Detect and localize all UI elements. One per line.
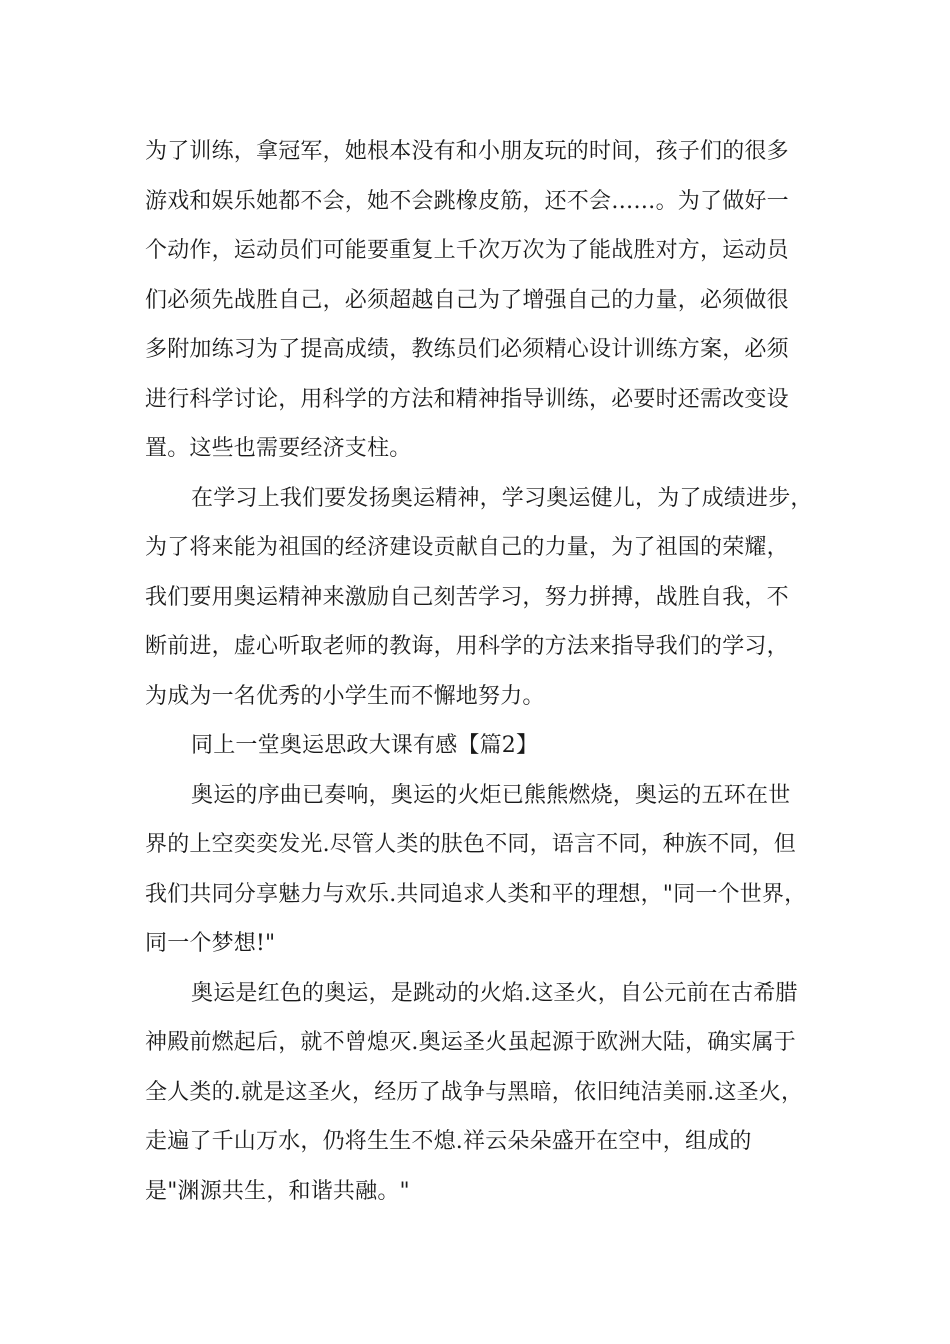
paragraph-line: 奥运是红色的奥运，是跳动的火焰.这圣火，自公元前在古希腊 (191, 980, 798, 1006)
paragraph-line: 我们共同分享魅力与欢乐.共同追求人类和平的理想，"同一个世界， (145, 881, 807, 907)
paragraph-line: 个动作，运动员们可能要重复上千次万次为了能战胜对方，运动员 (145, 238, 789, 263)
paragraph-line: 全人类的.就是这圣火，经历了战争与黑暗，依旧纯洁美丽.这圣火， (145, 1079, 804, 1105)
paragraph-line: 进行科学讨论，用科学的方法和精神指导训练，必要时还需改变设 (145, 386, 789, 412)
section-heading: 同上一堂奥运思政大课有感【篇2】 (191, 733, 539, 758)
paragraph-line: 为了训练，拿冠军，她根本没有和小朋友玩的时间，孩子们的很多 (145, 139, 789, 164)
paragraph-line: 神殿前燃起后，就不曾熄灭.奥运圣火虽起源于欧洲大陆，确实属于 (145, 1030, 796, 1055)
paragraph-line: 游戏和娱乐她都不会，她不会跳橡皮筋，还不会……。为了做好一 (145, 188, 789, 214)
paragraph-line: 置。这些也需要经济支柱。 (145, 436, 412, 461)
paragraph-line: 同一个梦想!" (145, 931, 276, 956)
paragraph-line: 为成为一名优秀的小学生而不懈地努力。 (145, 683, 545, 709)
paragraph-line: 是"渊源共生，和谐共融。" (145, 1178, 410, 1204)
paragraph-line: 为了将来能为祖国的经济建设贡献自己的力量，为了祖国的荣耀， (145, 535, 789, 560)
paragraph-line: 们必须先战胜自己，必须超越自己为了增强自己的力量，必须做很 (145, 287, 789, 313)
paragraph-line: 走遍了千山万水，仍将生生不熄.祥云朵朵盛开在空中，组成的 (145, 1129, 752, 1154)
paragraph-line: 奥运的序曲已奏响，奥运的火炬已熊熊燃烧，奥运的五环在世 (191, 782, 791, 808)
paragraph-line: 断前进，虚心听取老师的教诲，用科学的方法来指导我们的学习， (145, 634, 789, 659)
paragraph-line: 界的上空奕奕发光.尽管人类的肤色不同，语言不同，种族不同，但 (145, 832, 796, 857)
document-body (145, 127, 825, 1216)
paragraph-line: 多附加练习为了提高成绩，教练员们必须精心设计训练方案，必须 (145, 337, 789, 362)
paragraph-line: 在学习上我们要发扬奥运精神，学习奥运健儿，为了成绩进步， (191, 485, 813, 511)
paragraph-line: 我们要用奥运精神来激励自己刻苦学习，努力拼搏，战胜自我，不 (145, 584, 789, 610)
